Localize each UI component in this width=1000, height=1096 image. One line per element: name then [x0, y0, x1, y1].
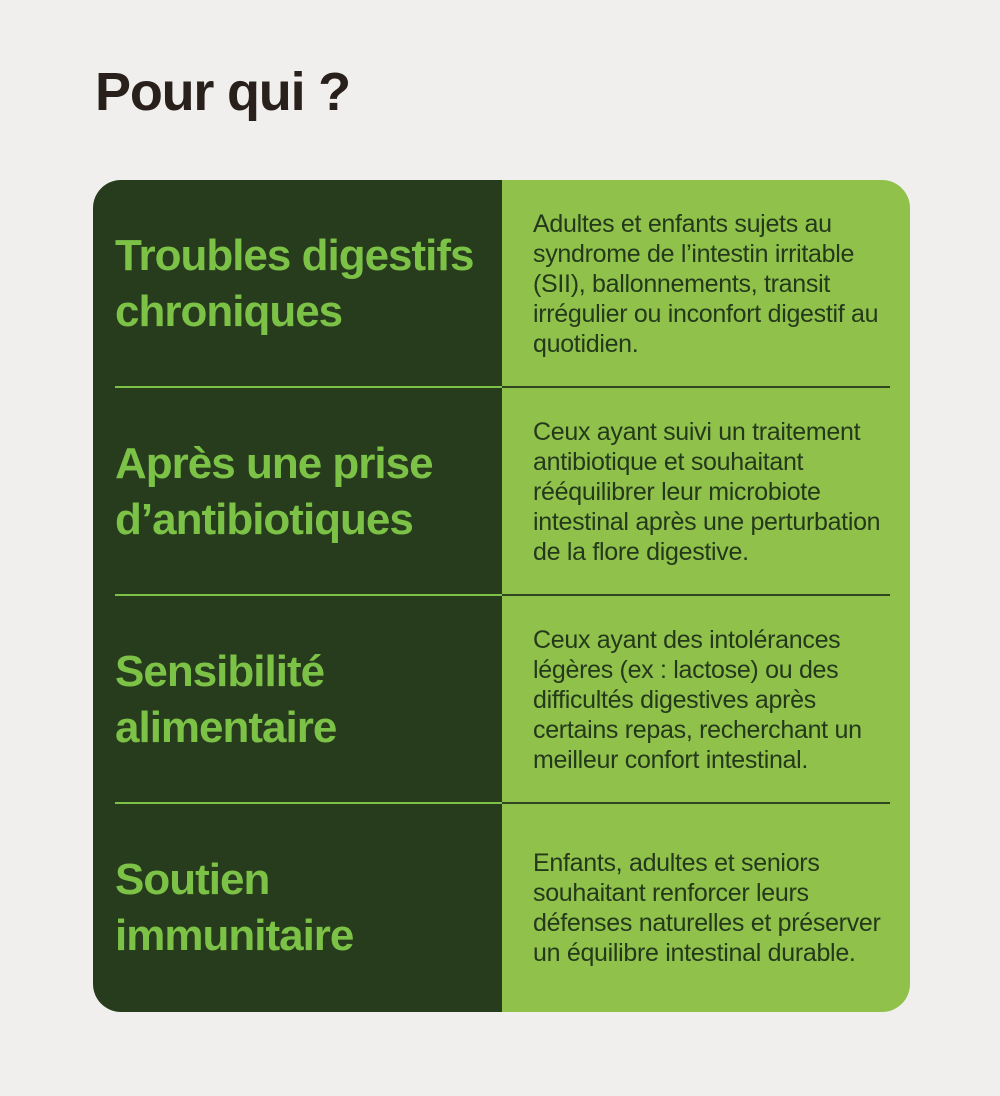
table-row [93, 804, 910, 1012]
table-row [93, 180, 910, 388]
row-heading-cell [93, 388, 502, 596]
row-heading-cell [93, 180, 502, 388]
row-description: Ceux ayant suivi un traitement antibiotique et souhaitant rééquilibrer leur microbiote intestinal après une perturbation de la flore digestive. [533, 418, 881, 566]
row-heading: Soutien immunitaire [115, 855, 354, 960]
table-row [93, 596, 910, 804]
row-heading-cell [93, 804, 502, 1012]
row-heading: Sensibilité alimentaire [115, 647, 337, 752]
row-description: Enfants, adultes et seniors souhaitant renforcer leurs défenses naturelles et préserver un équilibre intestinal durable. [533, 849, 881, 967]
row-description: Adultes et enfants sujets au syndrome de l’intestin irritable (SII), ballonnements, transit irrégulier ou inconfort digestif au quotidien. [533, 210, 879, 358]
audience-table [93, 180, 910, 1012]
table-row [93, 388, 910, 596]
row-description-cell [502, 388, 910, 596]
row-description: Ceux ayant des intolérances légères (ex : lactose) ou des difficultés digestives après certains repas, recherchant un meilleur confort intestinal. [533, 626, 862, 774]
row-heading: Après une prise d’antibiotiques [115, 439, 433, 544]
page-title: Pour qui ? [95, 62, 350, 122]
row-heading: Troubles digestifs chroniques [115, 231, 474, 336]
row-description-cell [502, 804, 910, 1012]
row-description-cell [502, 596, 910, 804]
row-description-cell [502, 180, 910, 388]
row-heading-cell [93, 596, 502, 804]
